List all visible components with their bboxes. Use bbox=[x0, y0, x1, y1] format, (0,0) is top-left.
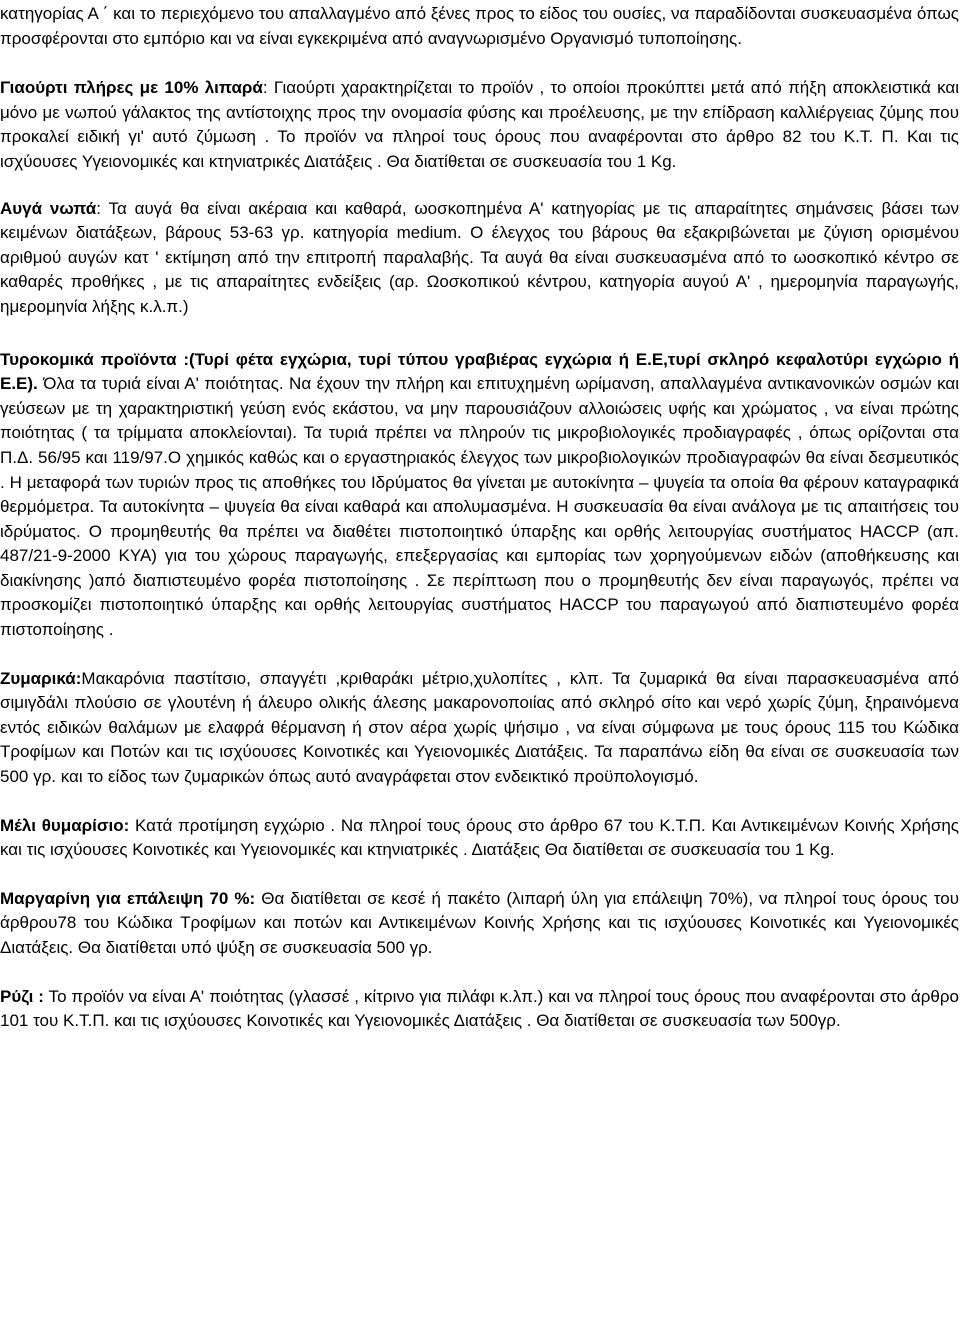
paragraph-text: : Γιαούρτι χαρακτηρίζεται το προϊόν , το οποίοι προκύπτει μετά από πήξη αποκλειστικά και μόνο με νωπού γάλακτος της αντίστοιχης προς την ονομασία φύσης και προέλευσης, με την επίδραση καλλιέργειας ζύμης που προκαλεί ειδική γι' αυτό ζύμωση . Το προϊόν να πληροί τους όρους που αναφέρονται στο άρθρο 82 του Κ.Τ. Π. Και τις ισχύουσες Υγειονομικές και κτηνιατρικές Διατάξεις . Θα διατίθεται σε συσκευασία του 1 Kg. bbox=[0, 78, 960, 171]
paragraph-heading: Ζυμαρικά: bbox=[0, 668, 82, 688]
paragraph-cheese bbox=[0, 348, 959, 643]
paragraph-text: Θα διατίθεται σε κεσέ ή πακέτο (λιπαρή ύλη για επάλειψη 70%), να πληροί τους όρους του άρθρου78 του Κώδικα Τροφίμων και ποτών και Αντικειμένων Κοινής Χρήσης και τις ισχύουσες Κοινοτικές και Υγειονομικές Διατάξεις. Θα διατίθεται υπό ψύξη σε συσκευασία 500 γρ. bbox=[0, 888, 960, 957]
paragraph-heading: Ρύζι : bbox=[0, 986, 44, 1006]
paragraph-margarine bbox=[0, 887, 959, 961]
spacer bbox=[0, 175, 959, 197]
paragraph-rice bbox=[0, 985, 959, 1034]
paragraph-heading: Μέλι θυμαρίσιο: bbox=[0, 815, 130, 835]
paragraph-intro-continuation bbox=[0, 0, 959, 51]
paragraph-heading: Αυγά νωπά bbox=[0, 198, 97, 218]
paragraph-text: Κατά προτίμηση εγχώριο . Να πληροί τους όρους στο άρθρο 67 του Κ.Τ.Π. Και Αντικειμένων Κοινής Χρήσης και τις ισχύουσες Κοινοτικές και Υγειονομικές και κτηνιατρικές . Διατάξεις Θα διατίθεται σε συσκευασία του 1 Kg. bbox=[0, 815, 959, 860]
paragraph-text: κατηγορίας Α ΄ και το περιεχόμενο του απαλλαγμένο από ξένες προς το είδος του ουσίες, να παραδίδονται συσκευασμένα όπως προσφέρονται στο εμπόριο και να είναι εγκεκριμένα από αναγνωρισμένο Οργανισμό τυποποίησης. bbox=[0, 4, 959, 48]
spacer bbox=[0, 643, 959, 667]
paragraph-honey bbox=[0, 814, 959, 863]
paragraph-text: Μακαρόνια παστίτσιο, σπαγγέτι ,κριθαράκι μέτριο,χυλοπίτες , κλπ. Τα ζυμαρικά θα είναι παρασκευασμένα από σιμιγδάλι πλούσιο σε γλουτένη ή άλευρο ολικής άλεσης μακαρονοποιίας από σκληρό σίτο και νερό χωρίς ζύμη, ξηραινόμενα εντός ειδικών θαλάμων με ελαφρά θέρμανση ή στον αέρα χωρίς ψήσιμο , να είναι σύμφωνα με τους όρους 115 του Κώδικα Τροφίμων και Ποτών και τις ισχύουσες Κοινοτικές και Υγειονομικές Διατάξεις. Τα παραπάνω είδη θα είναι σε συσκευασία των 500 γρ. και το είδος των ζυμαρικών όπως αυτό αναγράφεται στον ενδεικτικό προϋπολογισμό. bbox=[0, 668, 959, 787]
paragraph-pasta bbox=[0, 667, 959, 790]
spacer bbox=[0, 961, 959, 985]
spacer bbox=[0, 51, 959, 76]
spacer bbox=[0, 863, 959, 887]
paragraph-eggs bbox=[0, 197, 959, 320]
spacer bbox=[0, 320, 959, 348]
paragraph-text: Το προϊόν να είναι Α' ποιότητας (γλασσέ , κίτρινο για πιλάφι κ.λπ.) και να πληροί τους όρους που αναφέρονται στο άρθρο 101 του Κ.Τ.Π. και τις ισχύουσες Κοινοτικές και Υγειονομικές Διατάξεις . Θα διατίθεται σε συσκευασία των 500γρ. bbox=[0, 986, 960, 1031]
paragraph-heading: Μαργαρίνη για επάλειψη 70 %: bbox=[0, 888, 256, 908]
paragraph-heading: Γιαούρτι πλήρες με 10% λιπαρά bbox=[0, 78, 263, 98]
paragraph-text: : Τα αυγά θα είναι ακέραια και καθαρά, ωοσκοπημένα Α' κατηγορίας με τις απαραίτητες σημάνσεις βάσει των κειμένων διατάξεων, βάρους 53-63 γρ. κατηγορία medium. Ο έλεγχος του βάρους θα εξακριβώνεται με ζύγιση ορισμένου αριθμού αυγών κατ ' εκτίμηση από την επιτροπή παραλαβής. Τα αυγά θα είναι συσκευασμένα από το ωοσκοπικό κέντρο σε καθαρές προθήκες , με τις απαραίτητες ενδείξεις (αρ. Ωοσκοπικού κέντρου, κατηγορία αυγού Α' , ημερομηνία παραγωγής, ημερομηνία λήξης κ.λ.π.) bbox=[0, 198, 959, 316]
paragraph-heading: Τυροκομικά προϊόντα :(Τυρί φέτα εγχώρια, τυρί τύπου γραβιέρας εγχώρια ή Ε.Ε,τυρί σκληρό κεφαλοτύρι εγχώριο ή Ε.Ε). bbox=[0, 349, 959, 394]
paragraph-text: Όλα τα τυριά είναι Α' ποιότητας. Να έχουν την πλήρη και επιτυχημένη ωρίμανση, απαλλαγμένα αντικανονικών οσμών και γεύσεων με τη χαρακτηριστική γεύση ενός εκάστου, να μην παρουσιάζουν αλλοιώσεις υφής και χρώματος , να είναι πρώτης ποιότητας ( τα τρίμματα αποκλείονται). Τα τυριά πρέπει να πληρούν τις μικροβιολογικές προδιαγραφές , όπως ορίζονται στα Π.Δ. 56/95 και 119/97.Ο χημικός καθώς και ο εργαστηριακός έλεγχος των μικροβιολογικών προδιαγραφών θα είναι δεσμευτικός . Η μεταφορά των τυριών προς τις αποθήκες του Ιδρύματος θα γίνεται με αυτοκίνητα – ψυγεία τα οποία θα φέρουν καταγραφικά θερμόμετρα. Τα αυτοκίνητα – ψυγεία θα είναι καθαρά και απολυμασμένα. Η συσκευασία θα είναι ανάλογα με τις απαιτήσεις του ιδρύματος. Ο προμηθευτής θα πρέπει να διαθέτει πιστοποιητικό ύπαρξης και ορθής λειτουργίας συστήματος HACCP (απ. 487/21-9-2000 ΚΥΑ) για του χώρους παραγωγής, επεξεργασίας και εμπορίας των χορηγούμενων ειδών (αποθήκευσης και διακίνησης )από διαπιστευμένο φορέα πιστοποίησης . Σε περίπτωση που ο προμηθευτής δεν είναι παραγωγός, πρέπει να προσκομίζει πιστοποιητικό ύπαρξης και ορθής λειτουργίας συστήματος HACCP του παραγωγού από διαπιστευμένο φορέα πιστοποίησης . bbox=[0, 374, 959, 640]
spacer bbox=[0, 790, 959, 814]
paragraph-yogurt bbox=[0, 76, 959, 174]
